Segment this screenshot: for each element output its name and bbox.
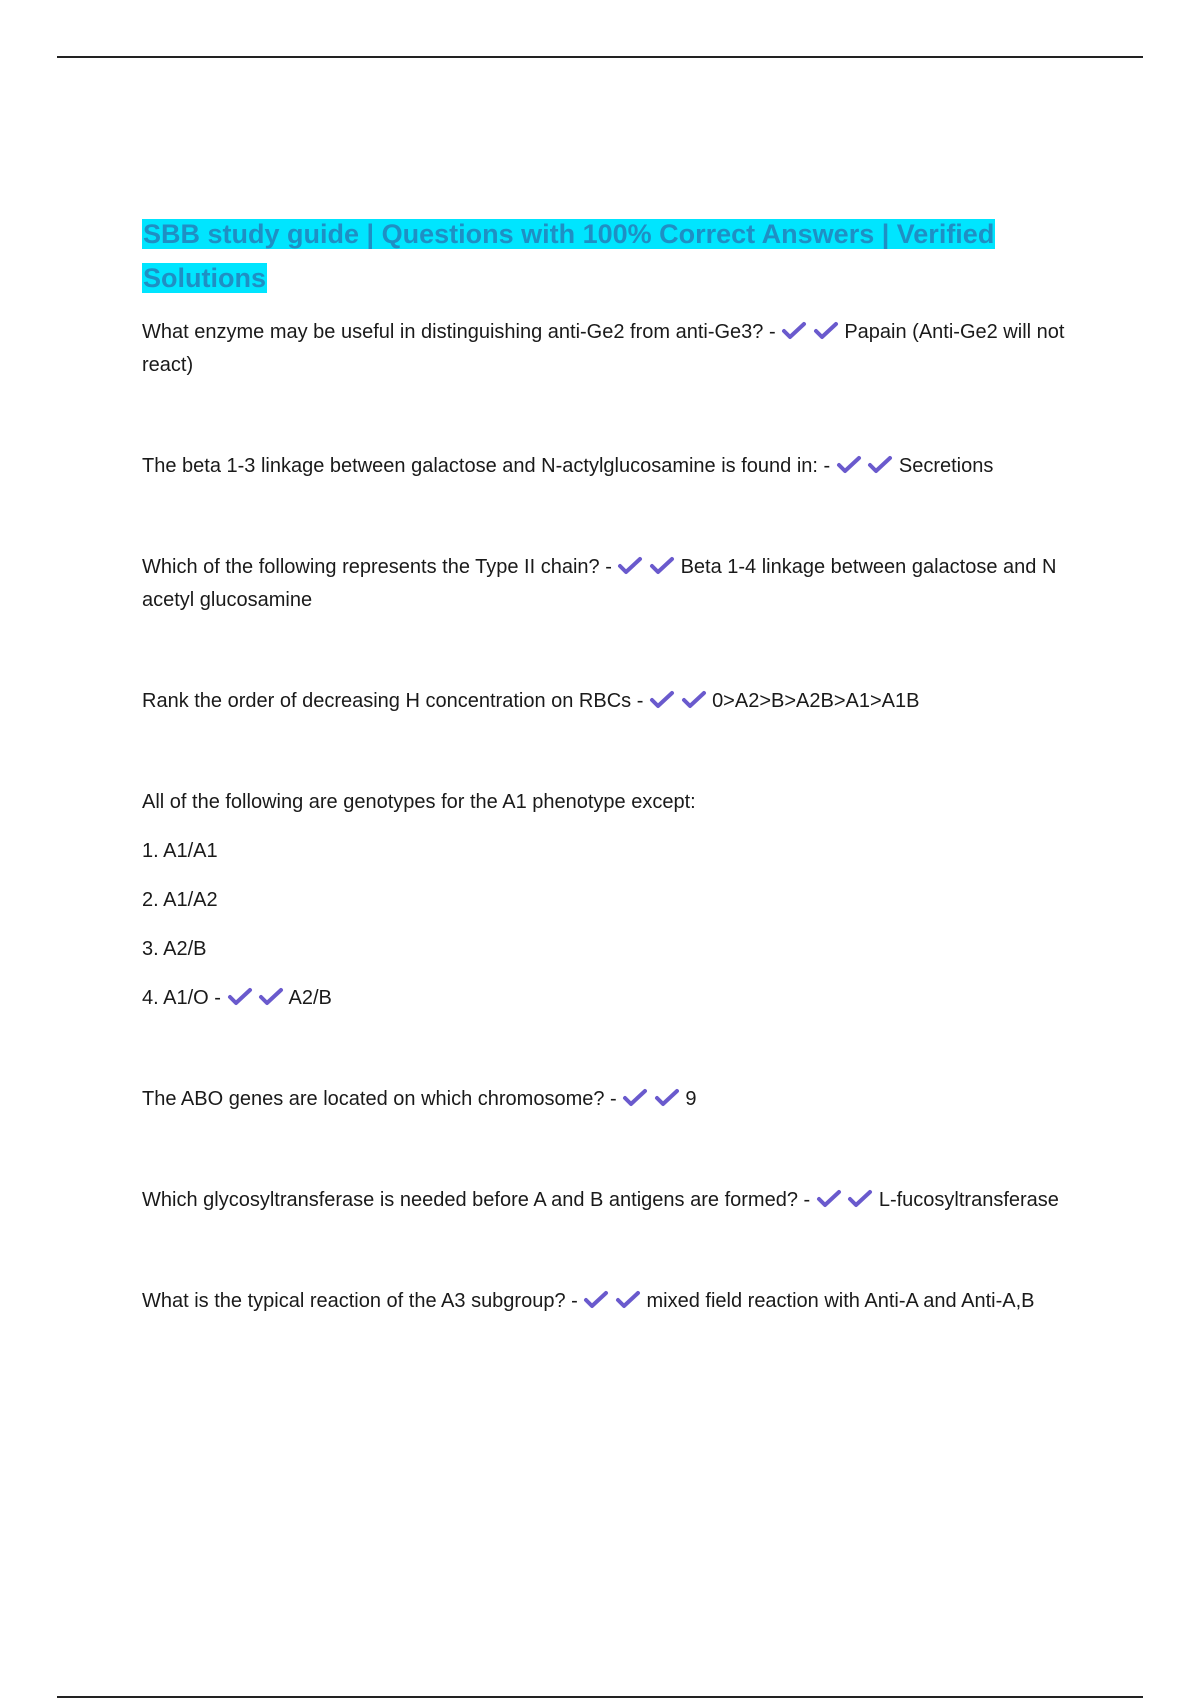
check-icon (583, 1290, 609, 1310)
check-icon (681, 690, 707, 710)
check-icon (615, 1290, 641, 1310)
qa-item (142, 1285, 1072, 1318)
question-text: What enzyme may be useful in distinguishing anti-Ge2 from anti-Ge3? - (142, 321, 776, 343)
answer-text: 9 (685, 1088, 697, 1110)
answer-text: L-fucosyltransferase (878, 1189, 1059, 1211)
option-item: 2. A1/A2 (142, 889, 218, 911)
check-icon (847, 1189, 873, 1209)
page-title: SBB study guide | Questions with 100% Correct Answers | Verified Solutions (143, 219, 995, 293)
question-text: What is the typical reaction of the A3 subgroup? - (142, 1290, 578, 1312)
bottom-rule (57, 1696, 1143, 1698)
check-icon (836, 455, 862, 475)
option-item: 1. A1/A1 (142, 840, 218, 862)
multi-question-stem: All of the following are genotypes for the A1 phenotype except: (142, 791, 696, 813)
check-icon (622, 1088, 648, 1108)
answer-text: mixed field reaction with Anti-A and Anti-A,B (646, 1290, 1035, 1312)
double-check-icon (649, 690, 707, 712)
double-check-icon (622, 1088, 680, 1110)
double-check-icon (781, 321, 839, 343)
double-check-icon (836, 455, 894, 477)
double-check-icon (583, 1290, 641, 1312)
question-text: Which of the following represents the Type II chain? - (142, 556, 612, 578)
question-text: The ABO genes are located on which chromosome? - (142, 1088, 617, 1110)
option-text: 4. A1/O - (142, 987, 221, 1009)
question-text: Which glycosyltransferase is needed before A and B antigens are formed? - (142, 1189, 811, 1211)
top-rule (57, 56, 1143, 58)
check-icon (617, 556, 643, 576)
qa-item (142, 316, 1072, 382)
question-text: The beta 1-3 linkage between galactose and N-actylglucosamine is found in: - (142, 455, 831, 477)
check-icon (654, 1088, 680, 1108)
qa-item (142, 450, 1072, 483)
document-body (142, 212, 1072, 1318)
answer-text: 0>A2>B>A2B>A1>A1B (712, 690, 920, 712)
check-icon (649, 556, 675, 576)
double-check-icon (617, 556, 675, 578)
qa-item (142, 551, 1072, 617)
qa-item (142, 685, 1072, 718)
check-icon (816, 1189, 842, 1209)
option-item: 3. A2/B (142, 938, 207, 960)
answer-text: A2/B (288, 987, 332, 1009)
question-text: Rank the order of decreasing H concentration on RBCs - (142, 690, 644, 712)
check-icon (649, 690, 675, 710)
option-item-answered (142, 982, 1072, 1015)
qa-item (142, 1083, 1072, 1116)
qa-item (142, 1184, 1072, 1217)
check-icon (781, 321, 807, 341)
check-icon (813, 321, 839, 341)
answer-text: Beta 1-4 linkage between galactose and N acetyl glucosamine (142, 556, 1057, 611)
answer-text: Papain (Anti-Ge2 will not react) (142, 321, 1065, 376)
answer-text: Secretions (898, 455, 994, 477)
double-check-icon (227, 987, 285, 1009)
check-icon (258, 987, 284, 1007)
check-icon (227, 987, 253, 1007)
check-icon (867, 455, 893, 475)
double-check-icon (816, 1189, 874, 1211)
